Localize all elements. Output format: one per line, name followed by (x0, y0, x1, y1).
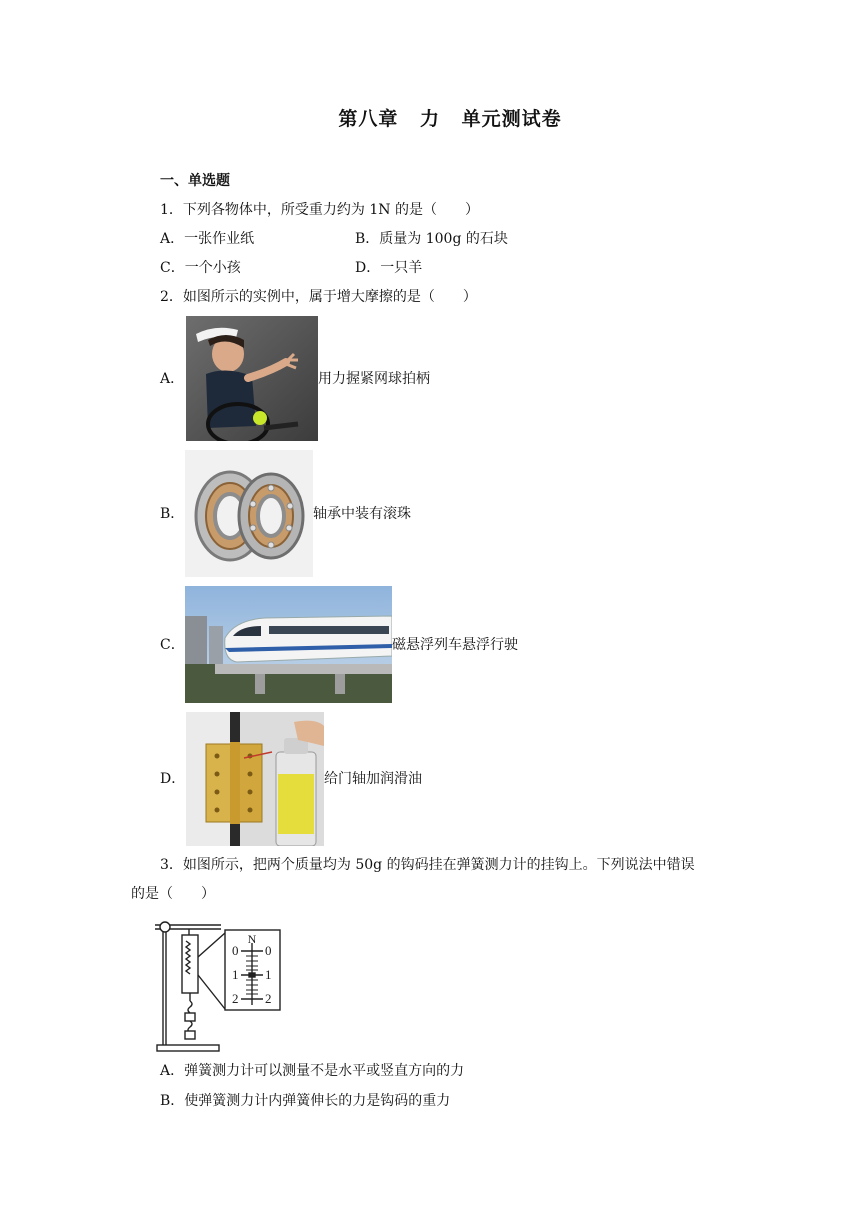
scale-tick-left-1: 1 (232, 967, 239, 982)
scale-tick-left-0: 0 (232, 943, 239, 958)
q2-option-d-letter: D． (160, 771, 186, 787)
q1-stem: 1．下列各物体中，所受重力约为 1N 的是（ ） (160, 202, 479, 218)
scale-tick-right-0: 0 (265, 943, 272, 958)
q2-option-d-text: 给门轴加润滑油 (324, 771, 422, 787)
q2-option-c-text: 磁悬浮列车悬浮行驶 (392, 637, 518, 653)
title-subject: 力 (419, 108, 440, 130)
q3-stem-line1: 3．如图所示，把两个质量均为 50g 的钩码挂在弹簧测力计的挂钩上。下列说法中错误 (160, 857, 695, 873)
tennis-player-photo (186, 316, 318, 441)
q2-option-a-text: 用力握紧网球拍柄 (318, 371, 430, 387)
maglev-train-photo (185, 586, 392, 703)
scale-tick-right-2: 2 (265, 991, 272, 1006)
q2-option-c-letter: C． (160, 637, 185, 653)
scale-tick-left-2: 2 (232, 991, 239, 1006)
q1-option-b: B．质量为 100g 的石块 (355, 231, 508, 247)
q2-option-b-text: 轴承中装有滚珠 (313, 506, 411, 522)
q2-stem: 2．如图所示的实例中，属于增大摩擦的是（ ） (160, 289, 477, 305)
page-title (0, 104, 860, 131)
section-heading: 一、单选题 (160, 173, 230, 189)
q1-option-d: D．一只羊 (355, 260, 423, 276)
door-hinge-photo (186, 712, 324, 846)
q2-option-b-letter: B． (160, 506, 185, 522)
q1-option-a: A．一张作业纸 (160, 231, 255, 247)
bearing-photo (185, 450, 313, 577)
q3-stem-line2: 的是（ ） (131, 886, 215, 902)
q3-option-a: A．弹簧测力计可以测量不是水平或竖直方向的力 (160, 1063, 465, 1079)
scale-tick-right-1: 1 (265, 967, 272, 982)
scale-unit: N (247, 932, 257, 946)
title-test: 单元测试卷 (461, 108, 562, 130)
title-chapter: 第八章 (338, 108, 399, 130)
q3-option-b: B．使弹簧测力计内弹簧伸长的力是钩码的重力 (160, 1093, 451, 1109)
q2-option-a-letter: A． (160, 371, 185, 387)
spring-scale-diagram (155, 913, 285, 1055)
q1-option-c: C．一个小孩 (160, 260, 241, 276)
